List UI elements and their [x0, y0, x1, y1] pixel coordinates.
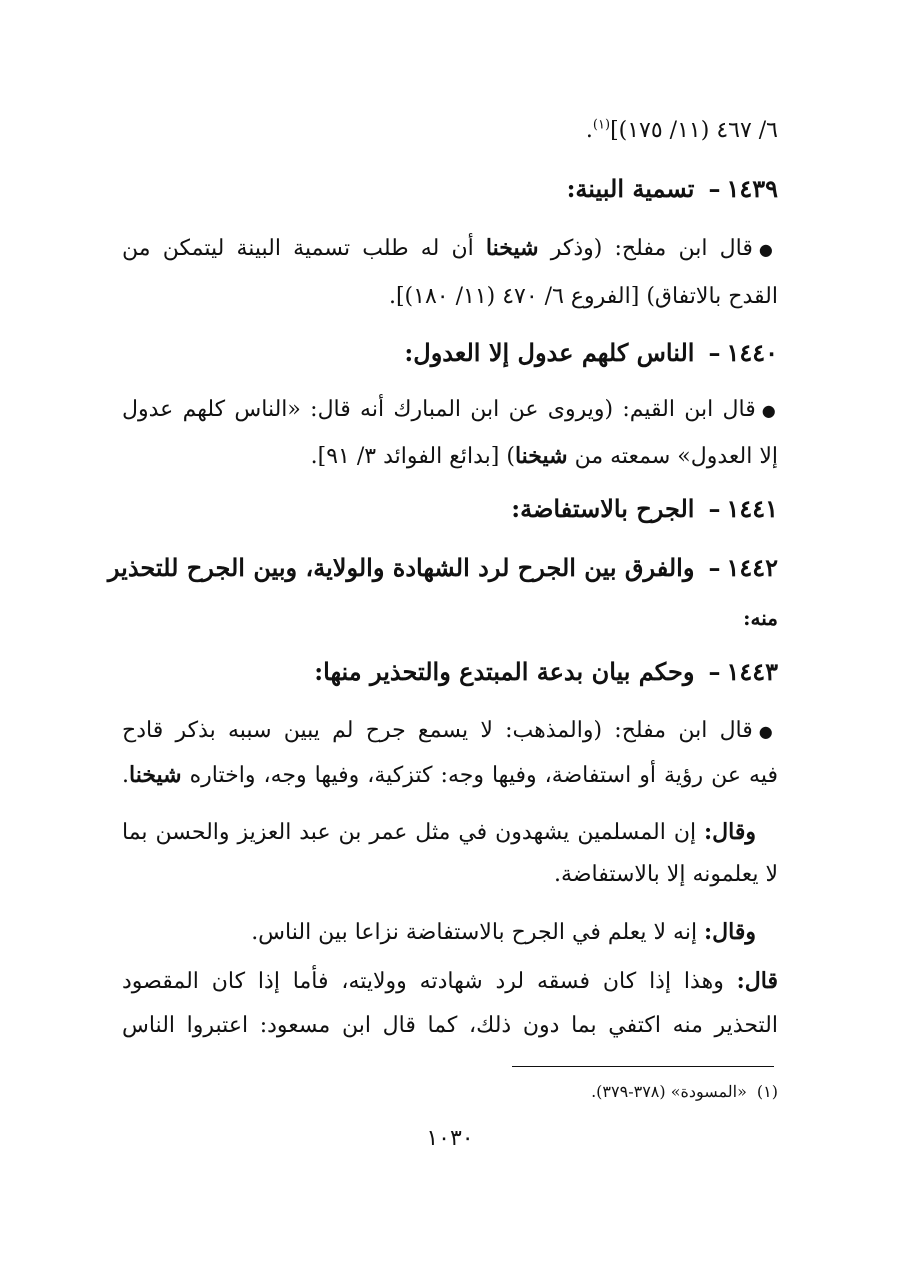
paragraph-2-line-1 [122, 395, 778, 426]
text-run: ) [بدائع الفوائد ٣/ ٩١]. [310, 444, 515, 469]
entry-heading-1442-continuation [122, 603, 778, 633]
text-run: أن له طلب تسمية البينة ليتمكن من [122, 236, 486, 261]
entry-number: ١٤٤٣ [726, 657, 778, 686]
page-number: ١٠٣٠ [426, 1126, 474, 1151]
paragraph-3-line-2 [122, 760, 778, 791]
entry-title: الناس كلهم عدول إلا العدول: [404, 338, 695, 367]
text-run: القدح بالاتفاق) [الفروع ٦/ ٤٧٠ (١١/ ١٨٠)]. [388, 284, 778, 309]
text-run: فيه عن رؤية أو استفاضة، وفيها وجه: كتزكية، وفيها وجه، واختاره [181, 763, 778, 788]
text-run: إلا العدول» سمعته من [567, 444, 778, 469]
paragraph-1-line-2 [122, 282, 778, 312]
footnote-text: «المسودة» (٣٧٨-٣٧٩). [591, 1082, 747, 1101]
entry-number: ١٤٣٩ [726, 174, 778, 203]
paragraph-1-line-1 [122, 233, 778, 265]
continuation-line: ٦/ ٤٦٧ (١١/ ١٧٥)]$^{(١)}$. [585, 117, 778, 143]
text-run: التحذير منه اكتفي بما دون ذلك، كما قال ابن مسعود: اعتبروا الناس [122, 1013, 778, 1038]
text-run: إنه لا يعلم في الجرح بالاستفاضة نزاعا بين الناس. [251, 920, 705, 945]
paragraph-3-line-1 [122, 716, 778, 747]
text-run: قال ابن القيم: (ويروى عن ابن المبارك أنه قال: «الناس كلهم عدول [122, 397, 756, 422]
bullet-icon: ● [758, 240, 778, 259]
entry-number: ١٤٤٠ [726, 338, 778, 367]
paragraph-5-line-1 [122, 917, 778, 948]
emphasized-text: شيخنا [129, 762, 182, 788]
text-run: قال ابن مفلح: (والمذهب: لا يسمع جرح لم يبين سببه بذكر قادح [122, 718, 753, 743]
entry-title: وحكم بيان بدعة المبتدع والتحذير منها: [314, 657, 695, 686]
paragraph-label: وقال: [704, 819, 756, 845]
entry-title: والفرق بين الجرح لرد الشهادة والولاية، وبين الجرح للتحذير [107, 553, 695, 582]
entry-title-continuation: منه: [743, 606, 778, 630]
entry-title: الجرح بالاستفاضة: [511, 494, 695, 523]
bullet-icon: ● [758, 722, 778, 741]
emphasized-text: شيخنا [485, 235, 539, 261]
bullet-icon: ● [761, 401, 778, 420]
entry-dash: – [708, 553, 721, 582]
footnote-separator [512, 1066, 774, 1067]
emphasized-text: شيخنا [514, 443, 568, 469]
text-run: وهذا إذا كان فسقه لرد شهادته وولايته، فأما إذا كان المقصود [122, 969, 737, 994]
text-run: قال ابن مفلح: (وذكر [538, 236, 753, 261]
entry-title: تسمية البينة: [566, 174, 695, 203]
text-run: . [122, 763, 129, 788]
entry-heading-1442 [107, 553, 778, 583]
entry-heading-1443 [122, 657, 778, 687]
paragraph-6-line-1 [122, 966, 778, 997]
entry-dash: – [708, 174, 721, 203]
paragraph-4-line-1 [122, 817, 778, 848]
entry-dash: – [708, 494, 721, 523]
footnote [591, 1080, 778, 1104]
paragraph-4-line-2 [122, 860, 778, 890]
paragraph-6-line-2 [122, 1011, 778, 1041]
entry-dash: – [708, 338, 721, 367]
entry-heading-1439 [122, 174, 778, 204]
text-run: إن المسلمين يشهدون في مثل عمر بن عبد العزيز والحسن بما [122, 820, 705, 845]
entry-number: ١٤٤١ [726, 494, 778, 523]
text-run: لا يعلمونه إلا بالاستفاضة. [554, 862, 778, 887]
entry-heading-1440 [122, 338, 778, 368]
entry-number: ١٤٤٢ [726, 553, 778, 582]
paragraph-2-line-2 [122, 441, 778, 472]
paragraph-label: قال: [736, 968, 778, 994]
entry-dash: – [708, 657, 721, 686]
entry-heading-1441 [122, 494, 778, 524]
paragraph-label: وقال: [704, 919, 756, 945]
footnote-number: (١) [756, 1082, 778, 1101]
reference-text: ٦/ ٤٦٧ (١١/ ١٧٥)] [610, 118, 778, 143]
footnote-marker: (١) [592, 117, 611, 133]
